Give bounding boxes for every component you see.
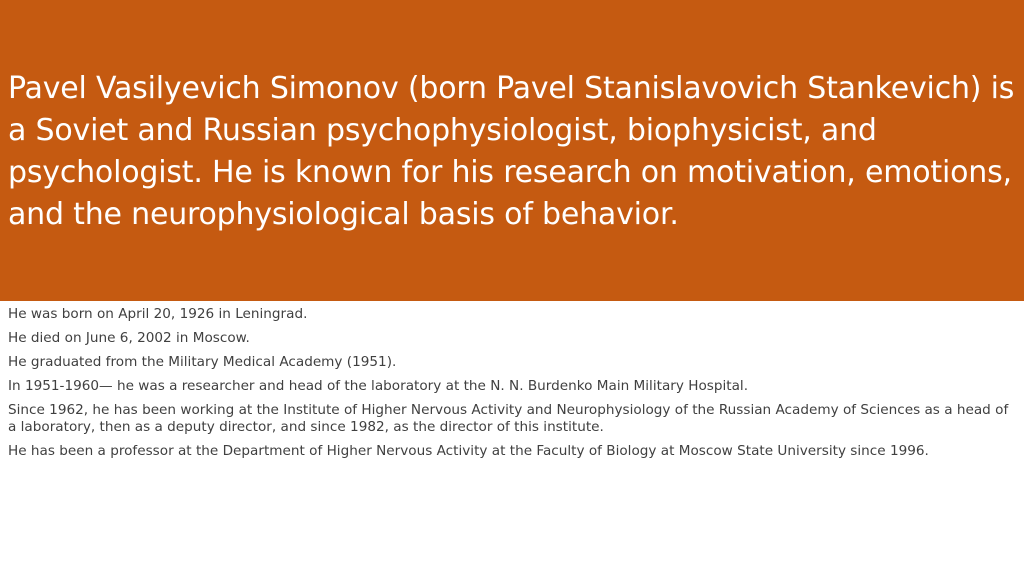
paragraph-born: He was born on April 20, 1926 in Leningrad.	[8, 306, 308, 322]
paragraph-died: He died on June 6, 2002 in Moscow.	[8, 330, 250, 346]
paragraph-researcher: In 1951-1960— he was a researcher and head of the laboratory at the N. N. Burdenko Main Military Hospital.	[8, 378, 749, 394]
slide-title: Pavel Vasilyevich Simonov (born Pavel Stanislavovich Stankevich) is a Soviet and Russian psychophysiologist, biophysicist, and psychologist. He is known for his research on motivation, emotions, and the neurophysiological basis of behavior.	[8, 71, 1015, 232]
paragraph-professor: He has been a professor at the Department of Higher Nervous Activity at the Faculty of Biology at Moscow State University since 1996.	[8, 443, 929, 459]
paragraph-institute: Since 1962, he has been working at the Institute of Higher Nervous Activity and Neurophysiology of the Russian Academy of Sciences as a head of a laboratory, then as a deputy director, and since 1982, as the director of this institute.	[8, 402, 1009, 435]
slide-body	[8, 306, 1016, 467]
paragraph-graduated: He graduated from the Military Medical Academy (1951).	[8, 354, 397, 370]
